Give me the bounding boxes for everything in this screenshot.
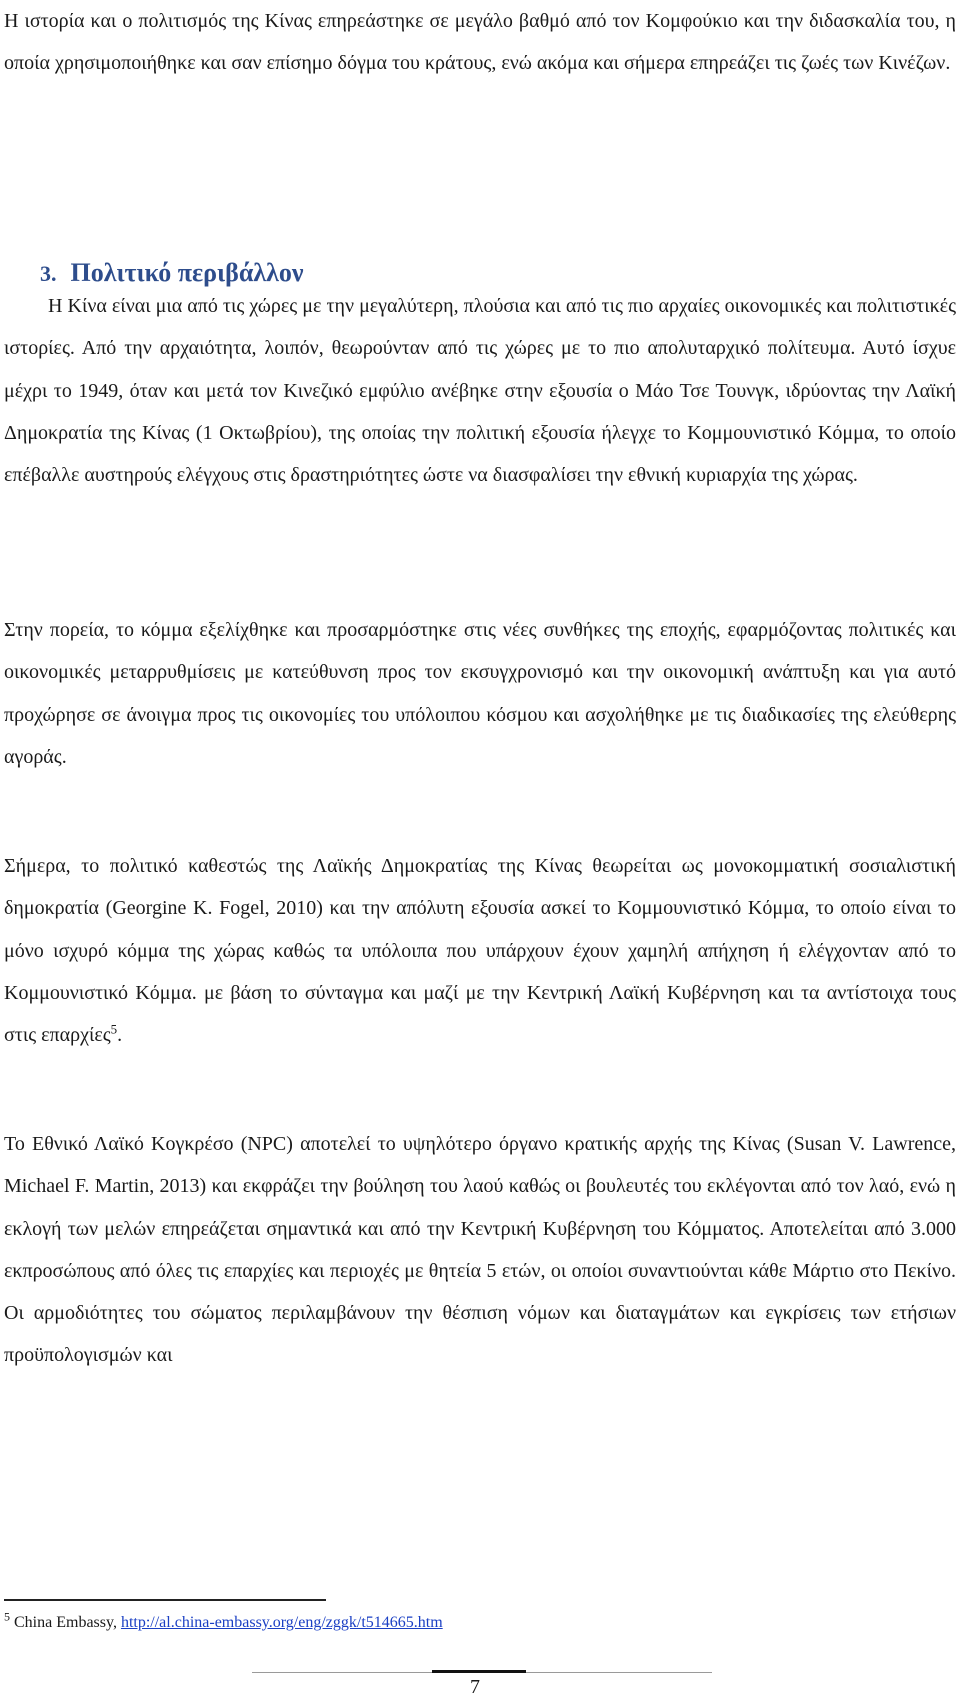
body-paragraph-3	[4, 845, 956, 1056]
body-paragraph-1-text: Η Κίνα είναι μια από τις χώρες με την μεγαλύτερη, πλούσια και από τις πιο αρχαίες οικονομικές και πολιτιστικές ιστορίες. Από την αρχαιότητα, λοιπόν, θεωρούνταν από τις χώρες με το πιο απολυταρχικό πολίτευμα. Αυτό ίσχυε μέχρι το 1949, όταν και μετά τον Κινεζικό εμφύλιο ανέβηκε στην εξουσία ο Μάο Τσε Τουνγκ, ιδρύοντας την Λαϊκή Δημοκρατία της Κίνας (1 Οκτωβρίου), της οποίας την πολιτική εξουσία ήλεγχε το Κομμουνιστικό Κόμμα, το οποίο επέβαλλε αυστηρούς ελέγχους στις δραστηριότητες ώστε να διασφαλίσει την εθνική κυριαρχία της χώρας.	[4, 295, 956, 487]
page-number: 7	[470, 1676, 480, 1698]
footnote	[4, 1609, 443, 1634]
footnote-separator	[4, 1599, 326, 1601]
section-title: Πολιτικό περιβάλλον	[70, 258, 304, 287]
body-paragraph-1	[4, 285, 956, 496]
footnote-source: China Embassy,	[14, 1614, 117, 1631]
footnote-reference[interactable]: 5	[110, 1021, 118, 1037]
body-paragraph-3-text: Σήμερα, το πολιτικό καθεστώς της Λαϊκής Δημοκρατίας της Κίνας θεωρείται ως μονοκομματική σοσιαλιστική δημοκρατία (Georgine K. Fogel, 2010) και την απόλυτη εξουσία ασκεί το Κομμουνιστικό Κόμμα, το οποίο είναι το μόνο ισχυρό κόμμα της χώρας καθώς τα υπόλοιπα που υπάρχουν έχουν χαμηλή απήχηση ή ελέγχονταν από το Κομμουνιστικό Κόμμα. με βάση το σύνταγμα και μαζί με την Κεντρική Λαϊκή Κυβέρνηση και τα αντίστοιχα τους στις επαρχίες	[4, 855, 956, 1047]
footnote-reference-tail: .	[117, 1024, 123, 1047]
footnote-marker: 5	[4, 1609, 10, 1624]
body-paragraph-2: Στην πορεία, το κόμμα εξελίχθηκε και προσαρμόστηκε στις νέες συνθήκες της εποχής, εφαρμόζοντας πολιτικές και οικονομικές μεταρρυθμίσεις με κατεύθυνση προς τον εκσυγχρονισμό και την οικονομική ανάπτυξη και για αυτό προχώρησε σε άνοιγμα προς τις οικονομίες του υπόλοιπου κόσμου και ασχολήθηκε με τις διαδικασίες της ελεύθερης αγοράς.	[4, 619, 956, 768]
page-footer-rule-accent	[432, 1670, 526, 1673]
footnote-link[interactable]: http://al.china-embassy.org/eng/zggk/t514665.htm	[120, 1614, 443, 1631]
intro-paragraph: Η ιστορία και ο πολιτισμός της Κίνας επηρεάστηκε σε μεγάλο βαθμό από τον Κομφούκιο και την διδασκαλία του, η οποία χρησιμοποιήθηκε και σαν επίσημο δόγμα του κράτους, ενώ ακόμα και σήμερα επηρεάζει τις ζωές των Κινέζων.	[4, 10, 956, 75]
body-paragraph-4: Το Εθνικό Λαϊκό Κογκρέσο (NPC) αποτελεί το υψηλότερο όργανο κρατικής αρχής της Κίνας (Susan V. Lawrence, Michael F. Martin, 2013) και εκφράζει την βούληση του λαού καθώς οι βουλευτές του εκλέγονται από τον λαό, ενώ η εκλογή των μελών επηρεάζεται σημαντικά και από την Κεντρική Κυβέρνηση του Κόμματος. Αποτελείται από 3.000 εκπροσώπους από όλες τις επαρχίες και περιοχές με θητεία 5 ετών, οι οποίοι συναντιούνται κάθε Μάρτιο στο Πεκίνο. Οι αρμοδιότητες του σώματος περιλαμβάνουν την θέσπιση νόμων και διαταγμάτων και εγκρίσεις των ετήσιων προϋπολογισμών και	[4, 1133, 956, 1367]
section-number: 3.	[40, 261, 57, 286]
